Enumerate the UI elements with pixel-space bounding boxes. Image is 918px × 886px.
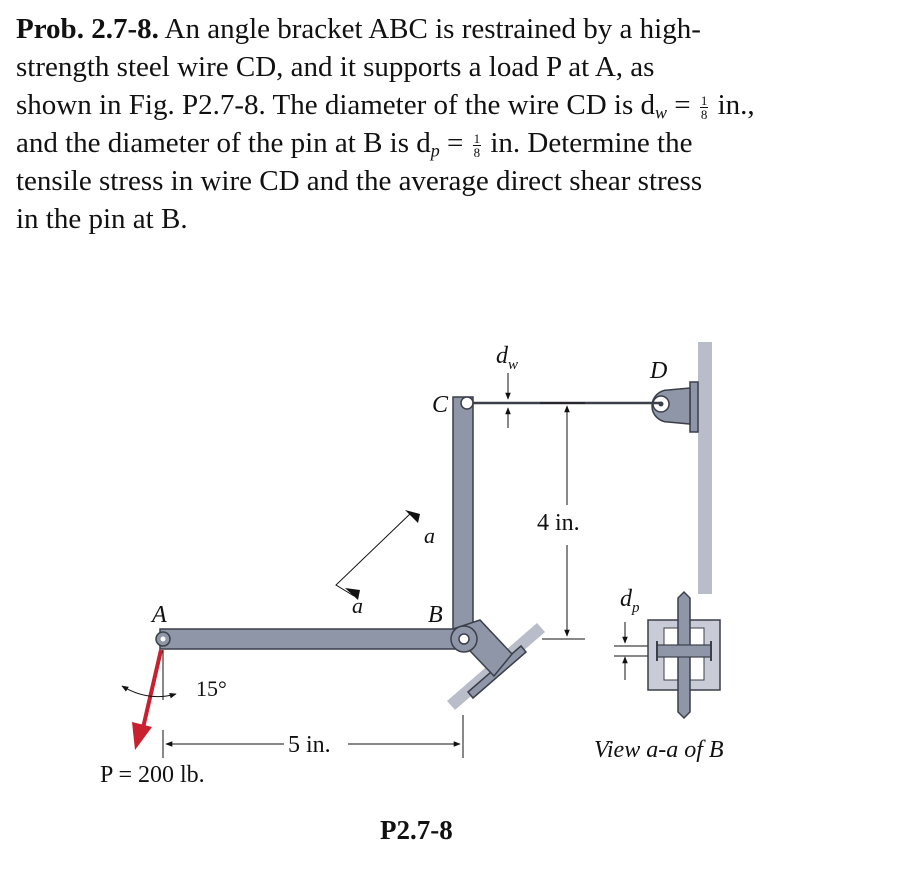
- wall-support: [698, 342, 712, 594]
- section-label-a-top: a: [424, 523, 435, 548]
- view-caption: View a-a of B: [594, 737, 724, 763]
- problem-line-3: shown in Fig. P2.7-8. The diameter of the wire CD is $d_w$ = $\frac{1}{8}$ in.,: [16, 89, 755, 123]
- problem-line-5: tensile stress in wire CD and the average direct shear stress: [16, 165, 703, 197]
- problem-line-6: in the pin at B.: [16, 203, 188, 235]
- pin-b-center: [459, 634, 469, 644]
- fraction-wire-diameter: $\frac{1}{8}$: [700, 92, 708, 122]
- load-label: P = 200 lb.: [100, 762, 205, 788]
- label-dw: $d_w$: [496, 343, 519, 373]
- joint-a-center: [161, 637, 166, 642]
- pin-c-icon: [461, 397, 473, 409]
- load-arrow-head-icon: [132, 722, 152, 750]
- figure-caption: P2.7-8: [380, 815, 453, 845]
- label-a: A: [152, 602, 167, 628]
- problem-line-1: Prob. 2.7-8. An angle bracket ABC is restrained by a high-: [16, 13, 701, 45]
- section-line-a-a: [336, 512, 412, 596]
- problem-number: Prob. 2.7-8.: [16, 13, 159, 45]
- section-label-a-bottom: a: [352, 593, 363, 618]
- label-b: B: [428, 602, 443, 628]
- problem-line-4: and the diameter of the pin at B is $d_p$ = $\frac{1}{8}$ in. Determine the: [16, 127, 693, 161]
- member-ab: [160, 629, 472, 649]
- dim-4in-label: 4 in.: [537, 510, 580, 536]
- member-bc: [453, 397, 473, 639]
- wall-bracket-plate: [690, 382, 698, 432]
- view-pin: [657, 645, 711, 657]
- angle-label: 15°: [196, 676, 227, 701]
- load-arrow-shaft: [143, 650, 161, 728]
- fraction-pin-diameter: $\frac{1}{8}$: [473, 130, 481, 160]
- label-c: C: [432, 392, 449, 418]
- dim-5in-label: 5 in.: [288, 732, 331, 758]
- label-dp: $d_p$: [620, 586, 640, 616]
- label-d: D: [650, 358, 668, 384]
- problem-line-2: strength steel wire CD, and it supports a load P at A, as: [16, 51, 655, 83]
